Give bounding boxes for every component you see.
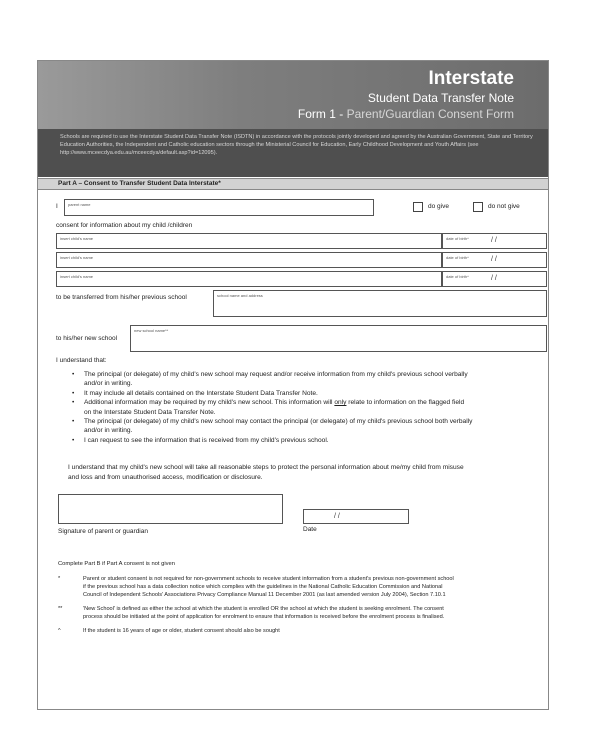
i-label: I xyxy=(56,203,58,210)
understand-intro: I understand that: xyxy=(56,357,107,364)
new-school-label: to his/her new school xyxy=(56,335,118,342)
dob-separators: / / xyxy=(491,275,497,282)
footnote-text: process should be initiated at the point of application for enrolment to ensure that information is received before the enrolment process is finalised. xyxy=(83,614,445,620)
new-school-field[interactable] xyxy=(130,325,547,352)
prev-school-hint: school name and address xyxy=(217,293,263,298)
footnote-text: If the student is 16 years of age or older, student consent should also be sought xyxy=(83,628,280,634)
child-dob-field[interactable] xyxy=(442,233,547,249)
footnote xyxy=(58,627,538,635)
new-school-hint: new school name** xyxy=(134,328,169,333)
complete-part-b: Complete Part B if Part A consent is not given xyxy=(58,561,175,567)
protect-statement-line2: and loss and from unauthorised access, modification or disclosure. xyxy=(68,474,263,481)
child-dob-hint: date of birth^ xyxy=(446,236,470,241)
list-item-text: Additional information may be required by my child's new school. This information will xyxy=(84,399,335,407)
dob-separators: / / xyxy=(491,237,497,244)
footnote-text: 'New School' is defined as either the school at which the student is enrolled OR the school at which the student is seeking enrolment. The consent xyxy=(83,606,444,612)
form-number-line xyxy=(298,107,514,121)
footnotes xyxy=(58,575,538,641)
do-give-checkbox[interactable] xyxy=(413,202,423,212)
list-item: • The principal (or delegate) of my child's new school may request and/or receive information from my child's previous school verbally xyxy=(72,371,468,378)
form-name: Parent/Guardian Consent Form xyxy=(346,107,514,121)
list-item xyxy=(72,379,532,388)
parent-name-hint: parent name xyxy=(68,202,91,207)
child-dob-hint: date of birth^ xyxy=(446,274,470,279)
footnote-text: if the previous school has a data collection notice which complies with the guidelines in the National Catholic Education Commission and National xyxy=(83,584,443,590)
list-item-text: It may include all details contained on the Interstate Student Data Transfer Note. xyxy=(84,389,318,397)
list-item: • The principal (or delegate) of my child's new school may contact the principal (or delegate) of my child's previous school both verbally xyxy=(72,418,473,426)
parent-name-field[interactable] xyxy=(64,199,374,216)
do-not-give-label: do not give xyxy=(488,203,520,210)
list-item: • Additional information may be required by my child's new school. This information will only relate to information on the flagged field xyxy=(72,399,465,407)
list-item-text: The principal (or delegate) of my child's new school may contact the principal (or delegate) of my child's previous school both verbally xyxy=(84,418,473,426)
dob-separators: / / xyxy=(491,256,497,263)
consent-text: consent for information about my child /children xyxy=(56,222,193,229)
form-number: Form 1 - xyxy=(297,107,347,121)
form-subtitle: Student Data Transfer Note xyxy=(367,91,514,105)
child-dob-hint: date of birth^ xyxy=(446,255,470,260)
signature-label: Signature of parent or guardian xyxy=(58,528,148,535)
form-title: Interstate xyxy=(428,68,514,89)
list-item-text: relate to information on the flagged field xyxy=(346,399,465,407)
child-name-field[interactable] xyxy=(56,252,442,268)
date-label: Date xyxy=(303,526,317,533)
date-separators: / / xyxy=(334,513,340,520)
intro-text: Schools are required to use the Interstate Student Data Transfer Note (ISDTN) in accordance with the protocols jointly developed and agreed by the Australian Government, State and Territory Education Authorities, the Independent and Catholic education sectors through the Ministerial Council for Education, Early Childhood Development and Youth Affairs (see http://www.mceecdya.edu.au/mceecdya/default.asp?id=12095). xyxy=(38,129,548,177)
list-item: • It may include all details contained on the Interstate Student Data Transfer Note. xyxy=(72,389,318,397)
understand-list xyxy=(72,370,532,445)
list-item-text: I can request to see the information that is received from my child's previous school. xyxy=(84,436,329,444)
list-item xyxy=(72,408,532,417)
list-item-text: and/or in writing. xyxy=(84,427,133,435)
prev-school-label: to be transferred from his/her previous school xyxy=(56,294,187,301)
only-emphasis: only xyxy=(334,399,347,407)
child-name-hint: insert child's name xyxy=(60,236,93,241)
list-item-text: on the Interstate Student Data Transfer Note. xyxy=(84,408,216,416)
footnote-text: Council of Independent Schools' Associations Privacy Compliance Manual 11 December 2001 (as last amended version July 2004), Section 7.10.1 xyxy=(83,592,446,598)
list-item-text: The principal (or delegate) of my child's new school may request and/or receive information from my child's previous school verbally xyxy=(84,371,468,378)
child-dob-field[interactable] xyxy=(442,252,547,268)
child-name-hint: insert child's name xyxy=(60,274,93,279)
list-item: • I can request to see the information that is received from my child's previous school. xyxy=(72,436,329,444)
protect-statement-line1: I understand that my child's new school will take all reasonable steps to protect the personal information about me/my child from misuse xyxy=(68,464,464,471)
consent-form-page xyxy=(37,60,549,710)
footnote xyxy=(58,575,538,599)
do-not-give-checkbox[interactable] xyxy=(473,202,483,212)
part-a-heading: Part A – Consent to Transfer Student Data Interstate* xyxy=(38,178,548,190)
child-name-field[interactable] xyxy=(56,233,442,249)
child-name-hint: insert child's name xyxy=(60,255,93,260)
footnote-marker: ** xyxy=(58,606,63,612)
do-give-label: do give xyxy=(428,203,449,210)
form-header xyxy=(38,61,548,129)
list-item-text: and/or in writing. xyxy=(84,380,133,388)
footnote xyxy=(58,605,538,621)
footnote-text: Parent or student consent is not required for non-government schools to receive student information from a student's previous non-government school xyxy=(83,576,454,582)
prev-school-field[interactable] xyxy=(213,290,547,317)
footnote-marker: * xyxy=(58,576,61,582)
child-dob-field[interactable] xyxy=(442,271,547,287)
date-field[interactable] xyxy=(303,509,409,524)
signature-field[interactable] xyxy=(58,494,283,524)
child-name-field[interactable] xyxy=(56,271,442,287)
list-item xyxy=(72,426,532,435)
footnote-marker: ^ xyxy=(58,628,61,634)
